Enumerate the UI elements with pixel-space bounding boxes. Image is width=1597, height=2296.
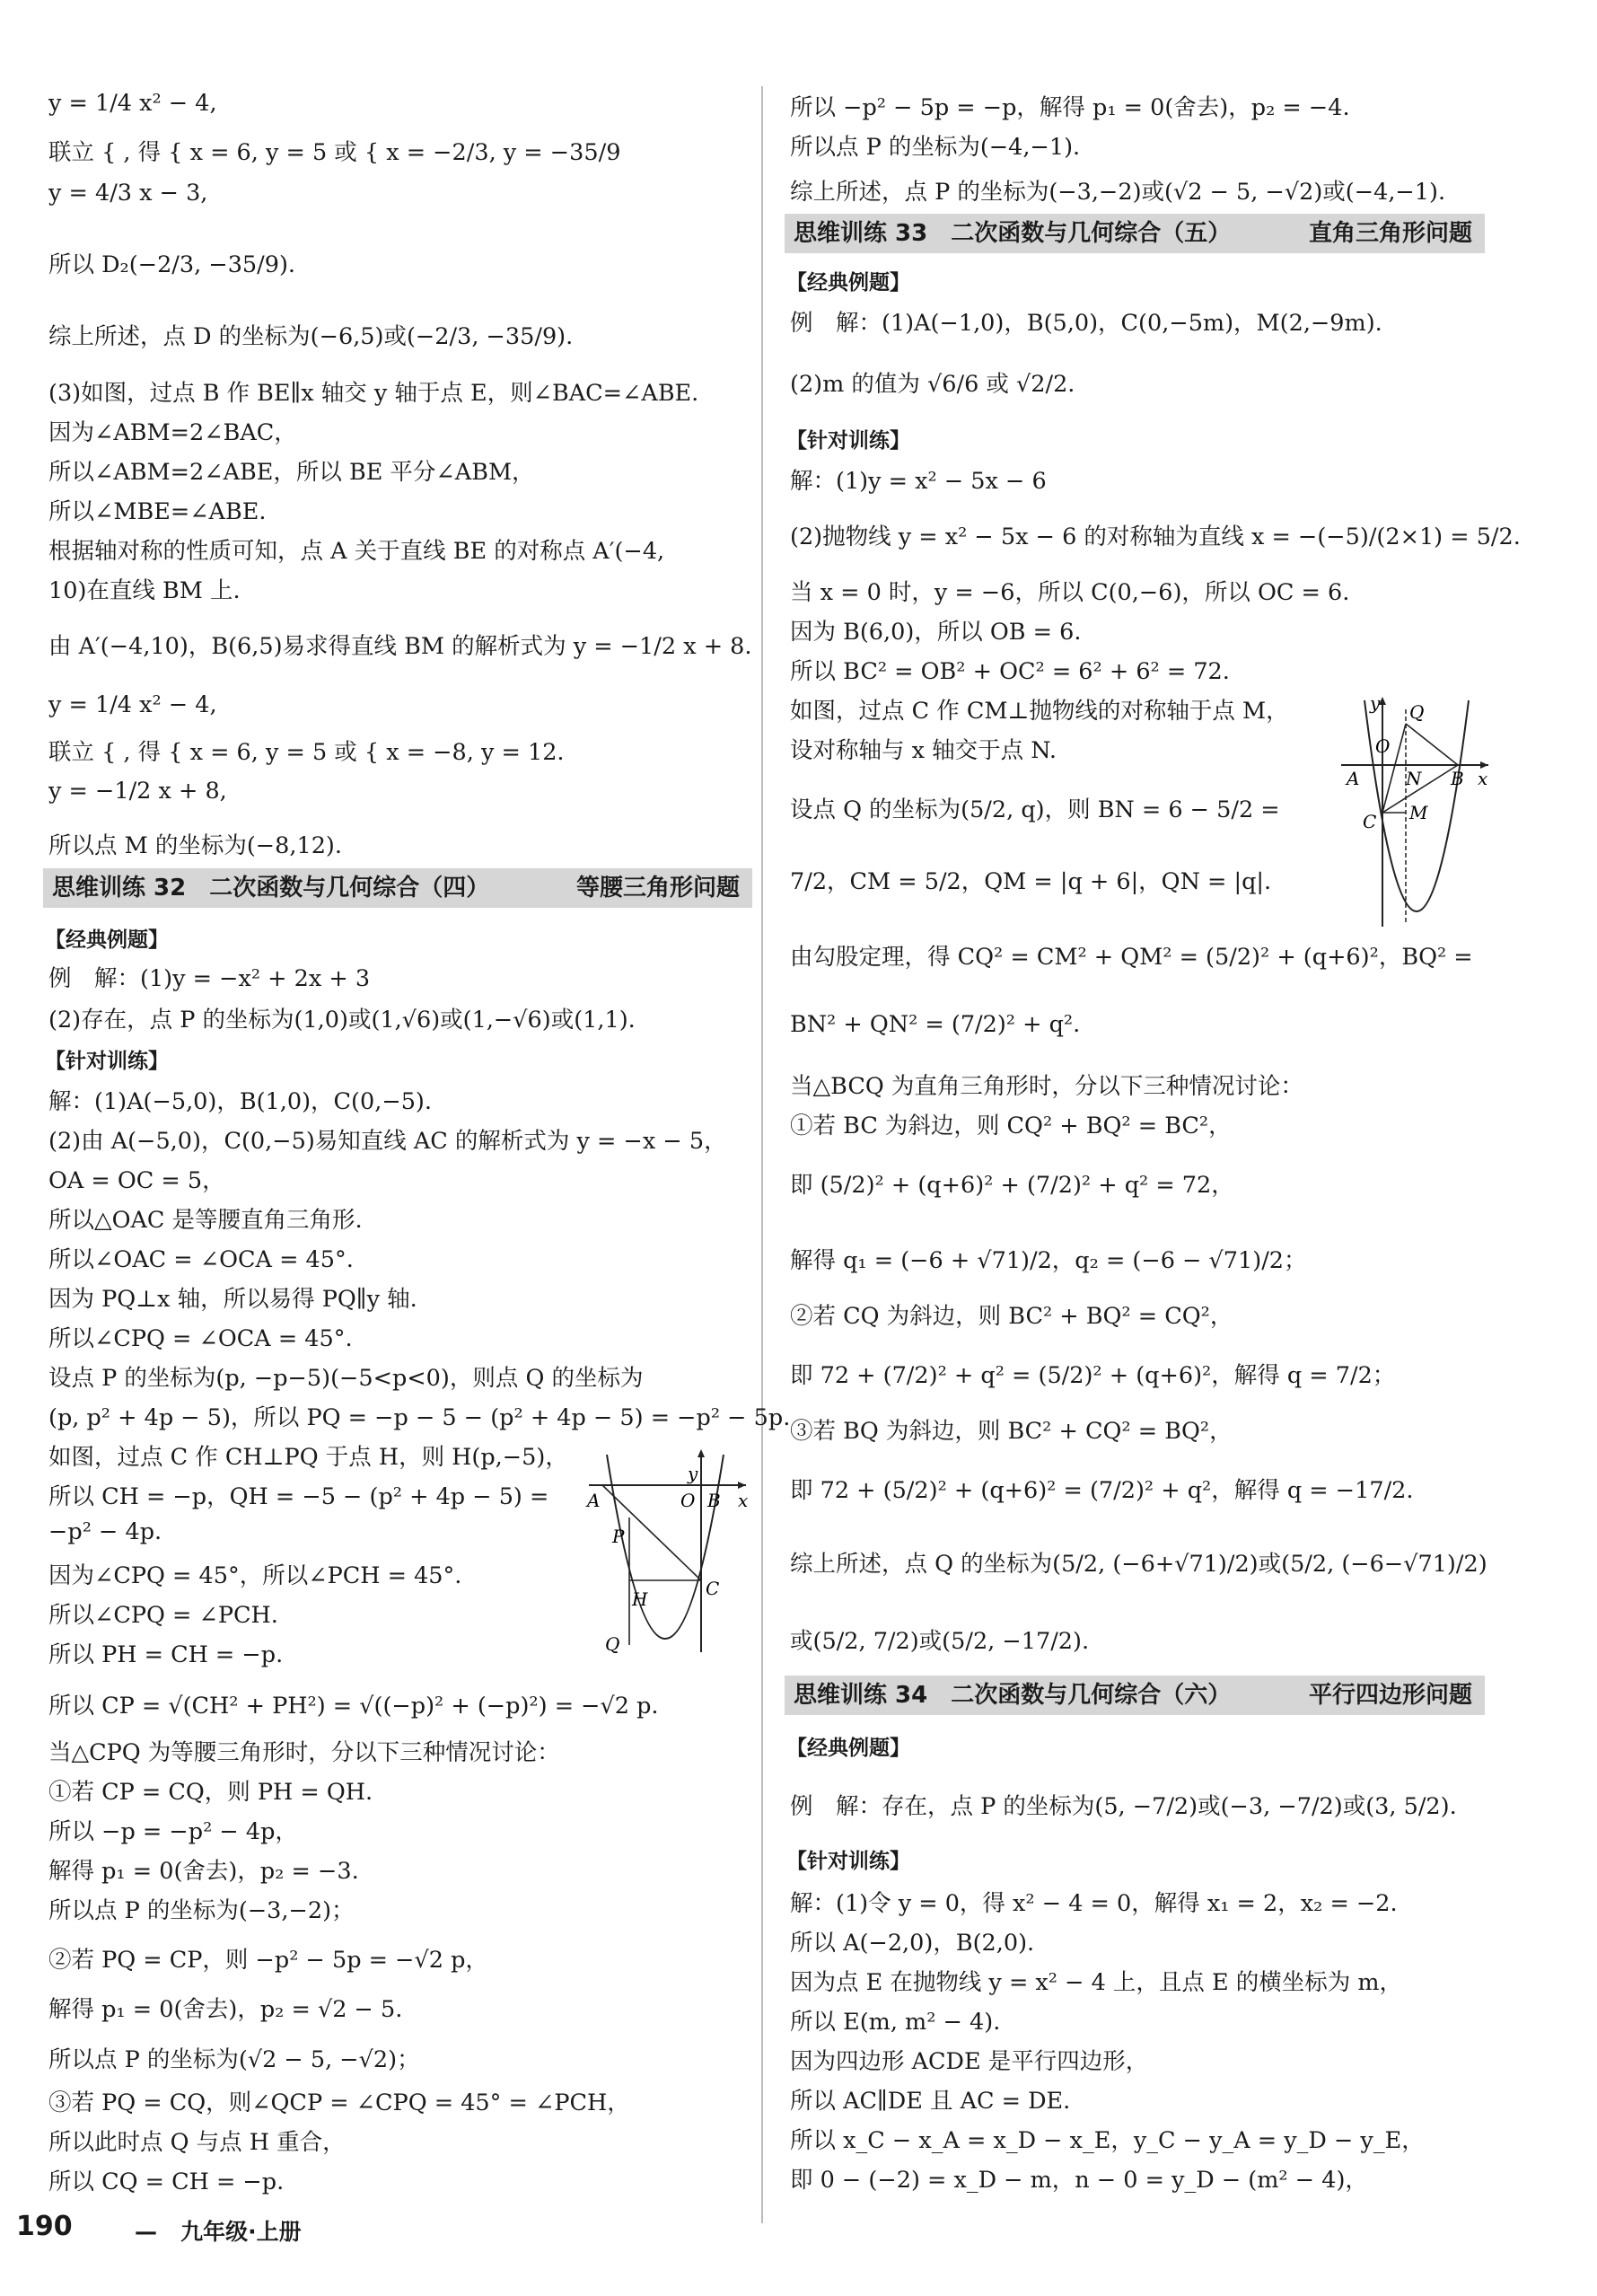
text-line: 所以∠CPQ = ∠OCA = 45°. bbox=[48, 1325, 353, 1352]
text-line: 综上所述，点 Q 的坐标为(5/2, (−6+√71)/2)或(5/2, (−6−√71)/2) bbox=[790, 1551, 1487, 1578]
text-line: BN² + QN² = (7/2)² + q². bbox=[790, 1011, 1081, 1038]
text-line: 所以 −p = −p² − 4p， bbox=[48, 1818, 298, 1845]
text-line: ③若 PQ = CQ，则∠QCP = ∠CPQ = 45° = ∠PCH， bbox=[48, 2089, 630, 2116]
text-line: 所以 x_C − x_A = x_D − x_E，y_C − y_A = y_D − y_E， bbox=[790, 2127, 1425, 2154]
text-line: (2)m 的值为 √6/6 或 √2/2. bbox=[790, 371, 1075, 398]
text-line: ②若 PQ = CP，则 −p² − 5p = −√2 p， bbox=[48, 1947, 488, 1974]
fig-label: y bbox=[688, 1463, 698, 1484]
fig-label: P bbox=[612, 1526, 625, 1547]
fig-label: H bbox=[632, 1588, 648, 1610]
page-number: 190 bbox=[16, 2211, 73, 2242]
text-line: 7/2，CM = 5/2，QM = |q + 6|，QN = |q|. bbox=[790, 868, 1272, 895]
classic-example-tag: 【经典例题】 bbox=[786, 271, 910, 295]
fig-label: O bbox=[1375, 735, 1391, 757]
column-divider bbox=[761, 86, 763, 2223]
training-tag: 【针对训练】 bbox=[786, 429, 910, 453]
text-line: 所以 AC∥DE 且 AC = DE. bbox=[790, 2088, 1071, 2115]
text-line: 即 0 − (−2) = x_D − m，n − 0 = y_D − (m² − 4)， bbox=[790, 2167, 1368, 2194]
text-line: 所以 CH = −p，QH = −5 − (p² + 4p − 5) = bbox=[48, 1483, 549, 1510]
fig-label: x bbox=[738, 1490, 749, 1511]
text-line: 所以点 P 的坐标为(−4,−1). bbox=[790, 134, 1081, 161]
text-line: ②若 CQ 为斜边，则 BC² + BQ² = CQ²， bbox=[790, 1303, 1233, 1330]
text-line: 所以∠ABM=2∠ABE，所以 BE 平分∠ABM， bbox=[48, 459, 535, 486]
section-subtitle: 直角三角形问题 bbox=[1308, 220, 1472, 247]
section-33-header bbox=[785, 214, 1485, 253]
text-line: 当 x = 0 时，y = −6，所以 C(0,−6)，所以 OC = 6. bbox=[790, 579, 1350, 606]
text-line: (2)由 A(−5,0)，C(0,−5)易知直线 AC 的解析式为 y = −x − 5， bbox=[48, 1128, 727, 1155]
footer-title: 九年级·上册 bbox=[180, 2219, 302, 2245]
fig-label: A bbox=[587, 1490, 601, 1511]
text-line: 综上所述，点 P 的坐标为(−3,−2)或(√2 − 5, −√2)或(−4,−1). bbox=[790, 179, 1446, 206]
fig-label: C bbox=[706, 1578, 720, 1599]
fig-label: A bbox=[1347, 768, 1360, 789]
text-line: 例 解：(1)y = −x² + 2x + 3 bbox=[48, 965, 371, 992]
text-line: 即 (5/2)² + (q+6)² + (7/2)² + q² = 72， bbox=[790, 1172, 1234, 1199]
text-line: y = 1/4 x² − 4, bbox=[48, 90, 217, 117]
text-line: 根据轴对称的性质可知，点 A 关于直线 BE 的对称点 A′(−4, bbox=[48, 538, 665, 565]
text-line: 即 72 + (5/2)² + (q+6)² = (7/2)² + q²，解得 q = −17/2. bbox=[790, 1477, 1414, 1504]
classic-example-tag: 【经典例题】 bbox=[786, 1737, 910, 1760]
text-line: 所以 CP = √(CH² + PH²) = √((−p)² + (−p)²) = −√2 p. bbox=[48, 1693, 659, 1720]
footer-grade bbox=[135, 2214, 302, 2247]
text-line: 所以 CQ = CH = −p. bbox=[48, 2168, 285, 2195]
section-34-header bbox=[785, 1676, 1485, 1715]
text-line: 因为 PQ⊥x 轴，所以易得 PQ∥y 轴. bbox=[48, 1286, 417, 1313]
text-line: (2)存在，点 P 的坐标为(1,0)或(1,√6)或(1,−√6)或(1,1). bbox=[48, 1007, 636, 1034]
text-line: OA = OC = 5， bbox=[48, 1167, 225, 1194]
text-line: 10)在直线 BM 上. bbox=[48, 577, 241, 604]
text-line: 由勾股定理，得 CQ² = CM² + QM² = (5/2)² + (q+6)²，BQ² = bbox=[790, 944, 1473, 971]
text-line: 解得 p₁ = 0(舍去)，p₂ = −3. bbox=[48, 1858, 359, 1885]
fig-label: B bbox=[1451, 768, 1464, 789]
text-line: y = 1/4 x² − 4, bbox=[48, 691, 217, 718]
text-line: 例 解：(1)A(−1,0)，B(5,0)，C(0,−5m)，M(2,−9m). bbox=[790, 310, 1382, 337]
fig-label: C bbox=[1363, 811, 1377, 832]
section-subtitle: 等腰三角形问题 bbox=[575, 875, 740, 902]
fig-label: N bbox=[1406, 768, 1422, 789]
text-line: −p² − 4p. bbox=[48, 1518, 162, 1545]
text-line: ①若 CP = CQ，则 PH = QH. bbox=[48, 1779, 373, 1806]
section-32-header bbox=[43, 868, 752, 908]
text-line: 所以∠CPQ = ∠PCH. bbox=[48, 1602, 278, 1629]
text-line: 所以 BC² = OB² + OC² = 6² + 6² = 72. bbox=[790, 658, 1230, 685]
text-line: 因为 B(6,0)，所以 OB = 6. bbox=[790, 619, 1082, 646]
section-title: 思维训练 32 二次函数与几何综合（四） bbox=[52, 875, 490, 902]
text-line: 因为四边形 ACDE 是平行四边形， bbox=[790, 2048, 1149, 2075]
text-line: 所以点 P 的坐标为(√2 − 5, −√2)； bbox=[48, 2046, 420, 2073]
text-line: 设点 P 的坐标为(p, −p−5)(−5<p<0)，则点 Q 的坐标为 bbox=[48, 1365, 644, 1392]
text-line: 设对称轴与 x 轴交于点 N. bbox=[790, 737, 1057, 764]
text-line: 所以点 P 的坐标为(−3,−2)； bbox=[48, 1897, 355, 1924]
text-line: 所以 A(−2,0)，B(2,0). bbox=[790, 1930, 1035, 1957]
text-line: 因为点 E 在抛物线 y = x² − 4 上，且点 E 的横坐标为 m， bbox=[790, 1969, 1403, 1996]
text-line: 综上所述，点 D 的坐标为(−6,5)或(−2/3, −35/9). bbox=[48, 323, 574, 350]
text-line: 设点 Q 的坐标为(5/2, q)，则 BN = 6 − 5/2 = bbox=[790, 796, 1280, 823]
fig-label: Q bbox=[1409, 701, 1425, 723]
text-line: 所以 PH = CH = −p. bbox=[48, 1641, 284, 1668]
training-tag: 【针对训练】 bbox=[45, 1050, 169, 1073]
section-title: 思维训练 34 二次函数与几何综合（六） bbox=[794, 1682, 1232, 1709]
text-line: 联立 { , 得 { x = 6, y = 5 或 { x = −2/3, y = −35/9 bbox=[48, 139, 621, 166]
text-line: 如图，过点 C 作 CM⊥抛物线的对称轴于点 M， bbox=[790, 698, 1289, 725]
text-line: y = −1/2 x + 8, bbox=[48, 778, 227, 805]
section-subtitle: 平行四边形问题 bbox=[1308, 1682, 1472, 1709]
text-line: 解得 q₁ = (−6 + √71)/2，q₂ = (−6 − √71)/2； bbox=[790, 1247, 1307, 1274]
section-title: 思维训练 33 二次函数与几何综合（五） bbox=[794, 220, 1232, 247]
text-line: 或(5/2, 7/2)或(5/2, −17/2). bbox=[790, 1628, 1090, 1655]
text-line: 当△CPQ 为等腰三角形时，分以下三种情况讨论： bbox=[48, 1739, 560, 1766]
fig-label: M bbox=[1409, 802, 1428, 823]
text-line: 解：(1)令 y = 0，得 x² − 4 = 0，解得 x₁ = 2，x₂ = −2. bbox=[790, 1890, 1398, 1917]
text-line: 例 解：存在，点 P 的坐标为(5, −7/2)或(−3, −7/2)或(3, 5/2). bbox=[790, 1793, 1457, 1820]
text-line: 解得 p₁ = 0(舍去)，p₂ = √2 − 5. bbox=[48, 1996, 403, 2023]
text-line: 因为∠ABM=2∠BAC， bbox=[48, 419, 297, 446]
text-line: 解：(1)y = x² − 5x − 6 bbox=[790, 468, 1047, 495]
fig-label: y bbox=[1370, 692, 1381, 714]
text-line: 所以 D₂(−2/3, −35/9). bbox=[48, 251, 296, 278]
text-line: ①若 BC 为斜边，则 CQ² + BQ² = BC²， bbox=[790, 1113, 1232, 1139]
fig-label: O bbox=[680, 1490, 696, 1511]
text-line: (p, p² + 4p − 5)，所以 PQ = −p − 5 − (p² + 4p − 5) = −p² − 5p. bbox=[48, 1404, 791, 1431]
text-line: 所以∠OAC = ∠OCA = 45°. bbox=[48, 1246, 354, 1273]
text-line: y = 4/3 x − 3, bbox=[48, 180, 208, 207]
left-parabola-figure bbox=[580, 1446, 750, 1661]
text-line: 即 72 + (7/2)² + q² = (5/2)² + (q+6)²，解得 q = 7/2； bbox=[790, 1362, 1396, 1389]
text-line: ③若 BQ 为斜边，则 BC² + CQ² = BQ²， bbox=[790, 1418, 1233, 1445]
text-line: 所以 −p² − 5p = −p，解得 p₁ = 0(舍去)，p₂ = −4. bbox=[790, 94, 1350, 121]
text-line: 所以∠MBE=∠ABE. bbox=[48, 498, 267, 525]
fig-label: Q bbox=[605, 1633, 620, 1655]
text-line: 当△BCQ 为直角三角形时，分以下三种情况讨论： bbox=[790, 1073, 1303, 1100]
text-line: 由 A′(−4,10)，B(6,5)易求得直线 BM 的解析式为 y = −1/2 x + 8. bbox=[48, 633, 752, 660]
text-line: 所以 E(m, m² − 4). bbox=[790, 2009, 1001, 2036]
training-tag: 【针对训练】 bbox=[786, 1850, 910, 1873]
fig-label: B bbox=[707, 1490, 721, 1511]
text-line: 所以点 M 的坐标为(−8,12). bbox=[48, 832, 342, 859]
right-parabola-figure bbox=[1338, 691, 1490, 934]
classic-example-tag: 【经典例题】 bbox=[45, 928, 169, 952]
text-line: (3)如图，过点 B 作 BE∥x 轴交 y 轴于点 E，则∠BAC=∠ABE. bbox=[48, 380, 699, 407]
text-line: 如图，过点 C 作 CH⊥PQ 于点 H，则 H(p,−5)， bbox=[48, 1444, 568, 1471]
text-line: 解：(1)A(−5,0)，B(1,0)，C(0,−5). bbox=[48, 1088, 432, 1115]
text-line: 联立 { , 得 { x = 6, y = 5 或 { x = −8, y = 12. bbox=[48, 739, 565, 766]
text-line: (2)抛物线 y = x² − 5x − 6 的对称轴为直线 x = −(−5)/(2×1) = 5/2. bbox=[790, 523, 1521, 550]
text-line: 因为∠CPQ = 45°，所以∠PCH = 45°. bbox=[48, 1562, 462, 1589]
fig-label: x bbox=[1478, 768, 1488, 789]
text-line: 所以△OAC 是等腰直角三角形. bbox=[48, 1207, 363, 1234]
footer-dash: — bbox=[135, 2219, 157, 2245]
text-line: 所以此时点 Q 与点 H 重合， bbox=[48, 2129, 346, 2156]
